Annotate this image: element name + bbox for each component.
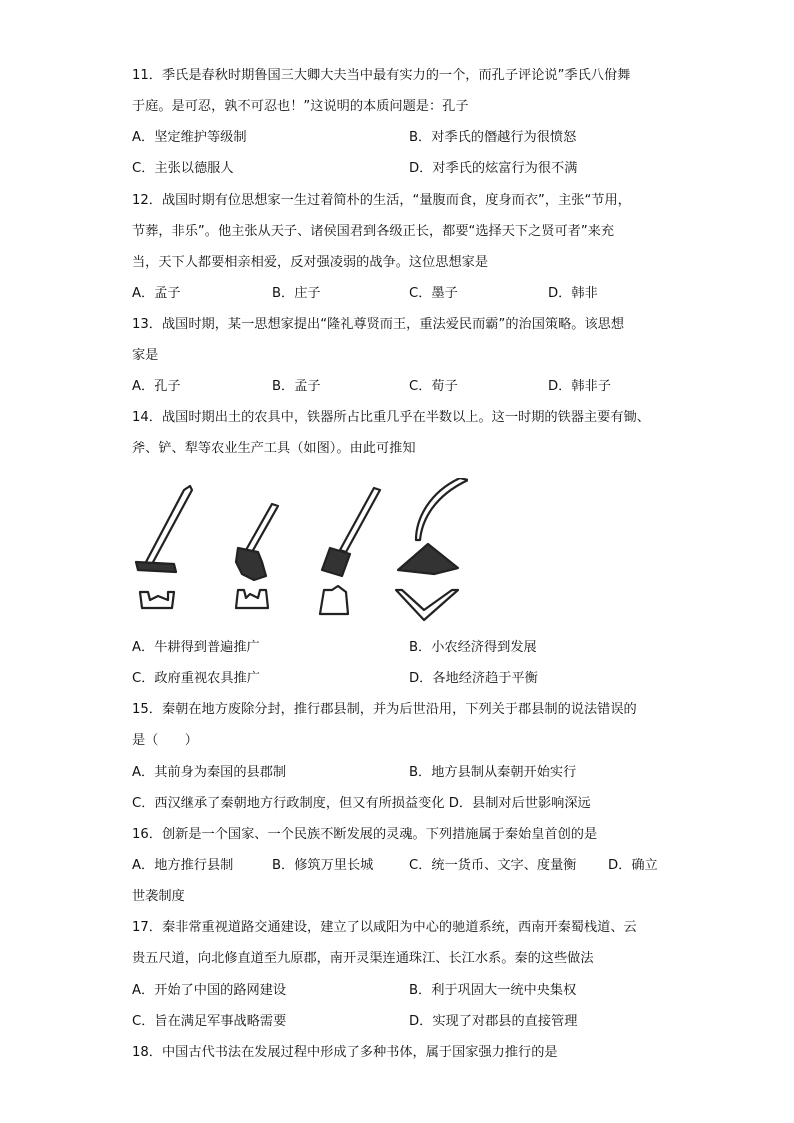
q15-option-cd: C．西汉继承了秦朝地方行政制度，但又有所损益变化 D．县制对后世影响深远	[132, 796, 591, 811]
q16-option-d: D．确立	[608, 858, 658, 873]
q13-option-d: D．韩非子	[548, 379, 611, 394]
q16-option-c: C．统一货币、文字、度量衡	[409, 858, 577, 873]
q14-option-d: D．各地经济趋于平衡	[409, 671, 538, 686]
q13-stem-line2: 家是	[132, 348, 159, 363]
iron-tools-figure	[128, 478, 468, 628]
q17-stem-line1: 17．秦非常重视道路交通建设，建立了以咸阳为中心的驰道系统，西南开秦蜀栈道、云	[132, 920, 637, 935]
q12-stem-line3: 当，天下人都要相亲相爱，反对强凌弱的战争。这位思想家是	[132, 255, 489, 270]
q14-stem-line1: 14．战国时期出土的农具中，铁器所占比重几乎在半数以上。这一时期的铁器主要有锄、	[132, 410, 650, 425]
q16-option-b: B．修筑万里长城	[272, 858, 374, 873]
q18-stem-line1: 18．中国古代书法在发展过程中形成了多种书体，属于国家强力推行的是	[132, 1045, 558, 1060]
q16-option-a: A．地方推行县制	[132, 858, 234, 873]
q17-option-c: C．旨在满足军事战略需要	[132, 1014, 287, 1029]
q11-option-b: B．对季氏的僭越行为很愤怒	[409, 130, 577, 145]
q11-option-a: A．坚定维护等级制	[132, 130, 247, 145]
q12-stem-line2: 节葬，非乐”。他主张从天子、诸侯国君到各级正长，都要“选择天下之贤可者”来充	[132, 224, 615, 239]
q13-option-b: B．孟子	[272, 379, 321, 394]
q17-option-a: A．开始了中国的路网建设	[132, 983, 287, 998]
q17-option-d: D．实现了对郡县的直接管理	[409, 1014, 578, 1029]
q14-option-b: B．小农经济得到发展	[409, 640, 537, 655]
q14-option-a: A．牛耕得到普遍推广	[132, 640, 260, 655]
q14-stem-line2: 斧、铲、犁等农业生产工具（如图）。由此可推知	[132, 441, 416, 456]
q17-stem-line2: 贵五尺道，向北修直道至九原郡，南开灵渠连通珠江、长江水系。秦的这些做法	[132, 951, 594, 966]
q12-stem-line1: 12．战国时期有位思想家一生过着简朴的生活，“量腹而食，度身而衣”，主张“节用，	[132, 193, 631, 208]
q15-option-a: A．其前身为秦国的县郡制	[132, 765, 287, 780]
q11-option-c: C．主张以德服人	[132, 161, 234, 176]
axe-illustration	[236, 504, 278, 608]
q13-option-a: A．孔子	[132, 379, 181, 394]
shovel-illustration	[320, 488, 380, 614]
q16-stem-line1: 16．创新是一个国家、一个民族不断发展的灵魂。下列措施属于秦始皇首创的是	[132, 827, 598, 842]
plough-illustration	[396, 478, 468, 620]
q12-option-a: A．孟子	[132, 286, 181, 301]
q13-option-c: C．荀子	[409, 379, 458, 394]
q12-option-d: D．韩非	[548, 286, 598, 301]
q11-stem-line1: 11．季氏是春秋时期鲁国三大卿大夫当中最有实力的一个，而孔子评论说”季氏八佾舞	[132, 68, 631, 83]
q14-option-c: C．政府重视农具推广	[132, 671, 260, 686]
q13-stem-line1: 13．战国时期，某一思想家提出“隆礼尊贤而王，重法爱民而霸”的治国策略。该思想	[132, 317, 625, 332]
q11-stem-line2: 于庭。是可忍，孰不可忍也！”这说明的本质问题是：孔子	[132, 99, 469, 114]
q12-option-c: C．墨子	[409, 286, 458, 301]
q17-option-b: B．利于巩固大一统中央集权	[409, 983, 577, 998]
q15-option-b: B．地方县制从秦朝开始实行	[409, 765, 577, 780]
q16-option-d-cont: 世袭制度	[132, 889, 185, 904]
hoe-illustration	[136, 486, 192, 608]
q15-stem-line2: 是（ ）	[132, 733, 198, 748]
q12-option-b: B．庄子	[272, 286, 321, 301]
q11-option-d: D．对季氏的炫富行为很不满	[409, 161, 578, 176]
q15-stem-line1: 15．秦朝在地方废除分封，推行郡县制，并为后世沿用，下列关于郡县制的说法错误的	[132, 702, 637, 717]
